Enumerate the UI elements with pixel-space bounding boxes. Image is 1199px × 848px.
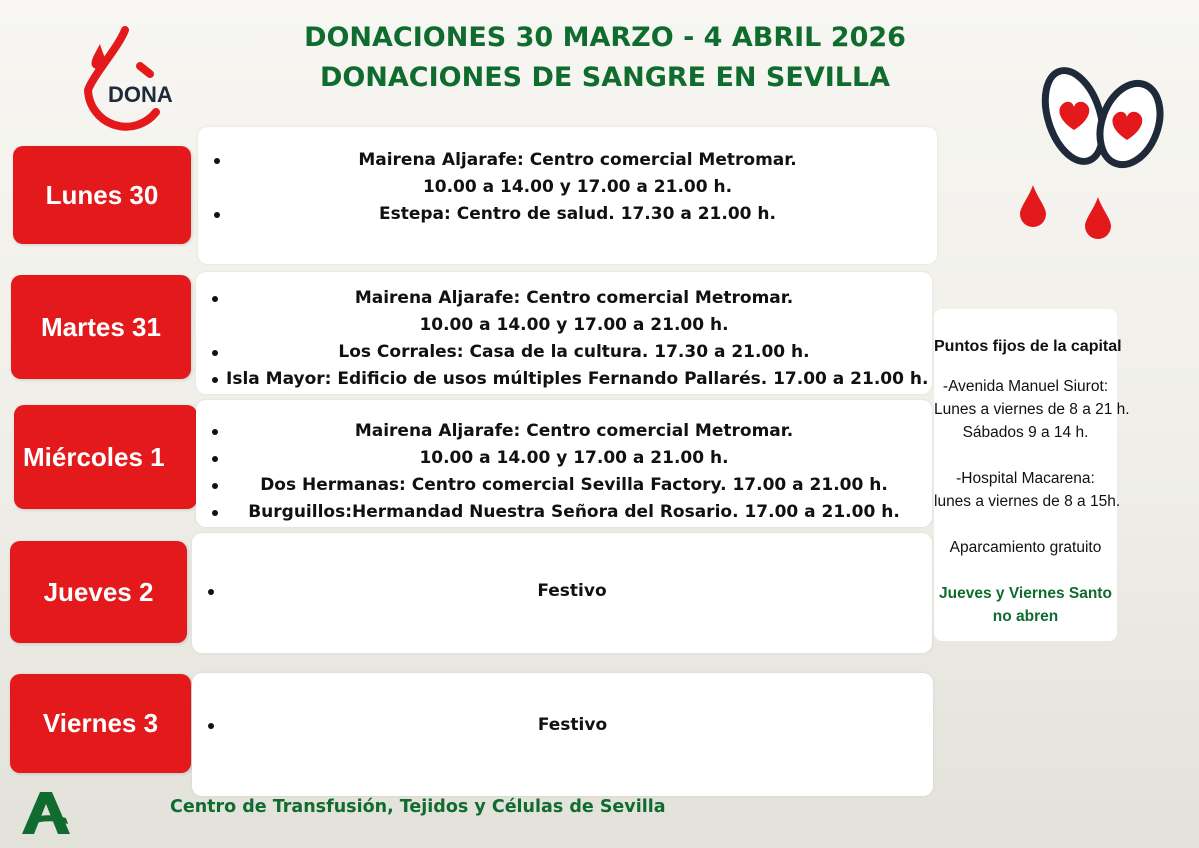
closure-notice: Jueves y Viernes Santo xyxy=(939,585,1112,602)
list-item: Festivo xyxy=(202,712,923,739)
page-title: DONACIONES 30 MARZO - 4 ABRIL 2026 xyxy=(304,22,906,53)
closure-notice: no abren xyxy=(992,608,1059,625)
location-hours: Sábados 9 a 14 h. xyxy=(962,424,1089,441)
blood-drop-icon xyxy=(1018,183,1048,227)
panel-title: Puntos fijos de la capital xyxy=(934,338,1122,355)
day-label-miercoles: Miércoles 1 xyxy=(14,405,197,509)
day-label-martes: Martes 31 xyxy=(11,275,191,379)
parking-note: Aparcamiento gratuito xyxy=(949,539,1102,556)
schedule-card-lunes xyxy=(198,127,937,264)
location-hours: lunes a viernes de 8 a 15h. xyxy=(934,493,1121,510)
fixed-points-panel xyxy=(934,309,1130,641)
logo-text: DONA xyxy=(108,82,173,107)
list-item: Mairena Aljarafe: Centro comercial Metromar. xyxy=(206,418,922,445)
day-label-viernes: Viernes 3 xyxy=(10,674,191,773)
list-item: Los Corrales: Casa de la cultura. 17.30 a 21.00 h. xyxy=(206,339,922,366)
schedule-card-miercoles xyxy=(196,400,932,527)
location-name: -Hospital Macarena: xyxy=(956,470,1095,487)
list-item: 10.00 a 14.00 y 17.00 a 21.00 h. xyxy=(422,177,733,197)
dona-logo xyxy=(80,26,173,138)
schedule-card-martes xyxy=(196,272,932,394)
list-item: Isla Mayor: Edificio de usos múltiples Fernando Pallarés. 17.00 a 21.00 h. xyxy=(206,366,922,393)
list-item: 10.00 a 14.00 y 17.00 a 21.00 h. xyxy=(206,445,922,472)
list-item: 10.00 a 14.00 y 17.00 a 21.00 h. xyxy=(419,315,729,335)
list-item: Burguillos:Hermandad Nuestra Señora del Rosario. 17.00 a 21.00 h. xyxy=(206,499,922,526)
list-item: Festivo xyxy=(202,578,922,605)
day-label-lunes: Lunes 30 xyxy=(13,146,191,244)
page-subtitle: DONACIONES DE SANGRE EN SEVILLA xyxy=(319,62,891,93)
blood-drop-icon xyxy=(1083,195,1113,239)
schedule-card-viernes xyxy=(192,673,933,796)
list-item: Mairena Aljarafe: Centro comercial Metromar. xyxy=(208,147,927,174)
location-hours: Lunes a viernes de 8 a 21 h. xyxy=(934,401,1130,418)
junta-andalucia-logo-icon xyxy=(18,790,74,836)
day-label-jueves: Jueves 2 xyxy=(10,541,187,643)
heart-eyes-icon xyxy=(1040,64,1170,174)
list-item: Dos Hermanas: Centro comercial Sevilla Factory. 17.00 a 21.00 h. xyxy=(206,472,922,499)
list-item: Mairena Aljarafe: Centro comercial Metromar. xyxy=(206,285,922,312)
schedule-card-jueves xyxy=(192,533,932,653)
footer-text: Centro de Transfusión, Tejidos y Células de Sevilla xyxy=(170,797,666,817)
list-item: Estepa: Centro de salud. 17.30 a 21.00 h. xyxy=(208,201,927,228)
location-name: -Avenida Manuel Siurot: xyxy=(942,378,1109,395)
